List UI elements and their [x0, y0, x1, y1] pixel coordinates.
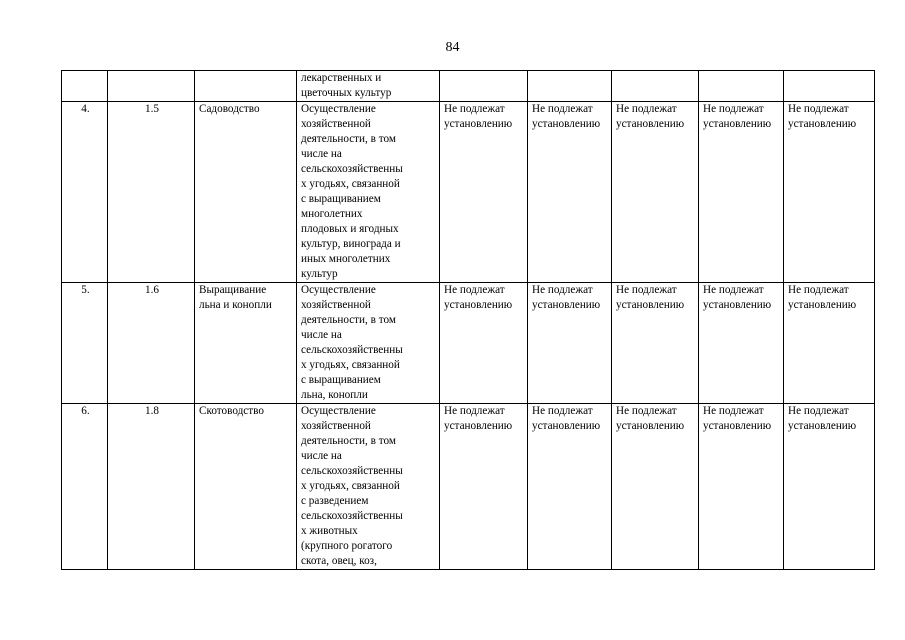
param-cell: Не подлежат установлению: [784, 102, 875, 283]
row-number-cell: [62, 71, 108, 102]
param-cell: Не подлежат установлению: [699, 404, 784, 570]
name-cell: [195, 71, 297, 102]
param-cell: [699, 71, 784, 102]
table-row: [62, 404, 875, 570]
param-cell: Не подлежат установлению: [612, 283, 699, 404]
param-cell: [784, 71, 875, 102]
param-cell: Не подлежат установлению: [612, 102, 699, 283]
name-cell: Выращивание льна и конопли: [195, 283, 297, 404]
param-cell: [528, 71, 612, 102]
row-number-cell: 6.: [62, 404, 108, 570]
code-cell: 1.5: [108, 102, 195, 283]
row-number-cell: 5.: [62, 283, 108, 404]
page-number: 84: [445, 40, 460, 55]
table-row: [62, 71, 875, 102]
param-cell: Не подлежат установлению: [784, 404, 875, 570]
description-cell: Осуществление хозяйственной деятельности, в том числе на сельскохозяйственны х угодьях, связанной с выращиванием многолетних плодовых и ягодных культур, винограда и иных многолетних культур: [297, 102, 440, 283]
description-cell: Осуществление хозяйственной деятельности, в том числе на сельскохозяйственны х угодьях, связанной с разведением сельскохозяйственны х животных (крупного рогатого скота, овец, коз,: [297, 404, 440, 570]
description-cell: Осуществление хозяйственной деятельности, в том числе на сельскохозяйственны х угодьях, связанной с выращиванием льна, конопли: [297, 283, 440, 404]
param-cell: Не подлежат установлению: [528, 102, 612, 283]
param-cell: Не подлежат установлению: [699, 102, 784, 283]
param-cell: Не подлежат установлению: [784, 283, 875, 404]
param-cell: Не подлежат установлению: [612, 404, 699, 570]
code-cell: 1.8: [108, 404, 195, 570]
row-number-cell: 4.: [62, 102, 108, 283]
param-cell: Не подлежат установлению: [528, 404, 612, 570]
param-cell: Не подлежат установлению: [440, 404, 528, 570]
code-cell: 1.6: [108, 283, 195, 404]
land-use-table: [61, 70, 875, 570]
param-cell: Не подлежат установлению: [528, 283, 612, 404]
param-cell: [440, 71, 528, 102]
param-cell: Не подлежат установлению: [440, 283, 528, 404]
param-cell: [612, 71, 699, 102]
name-cell: Садоводство: [195, 102, 297, 283]
code-cell: [108, 71, 195, 102]
table-row: [62, 102, 875, 283]
table-row: [62, 283, 875, 404]
param-cell: Не подлежат установлению: [699, 283, 784, 404]
name-cell: Скотоводство: [195, 404, 297, 570]
description-cell: лекарственных и цветочных культур: [297, 71, 440, 102]
param-cell: Не подлежат установлению: [440, 102, 528, 283]
